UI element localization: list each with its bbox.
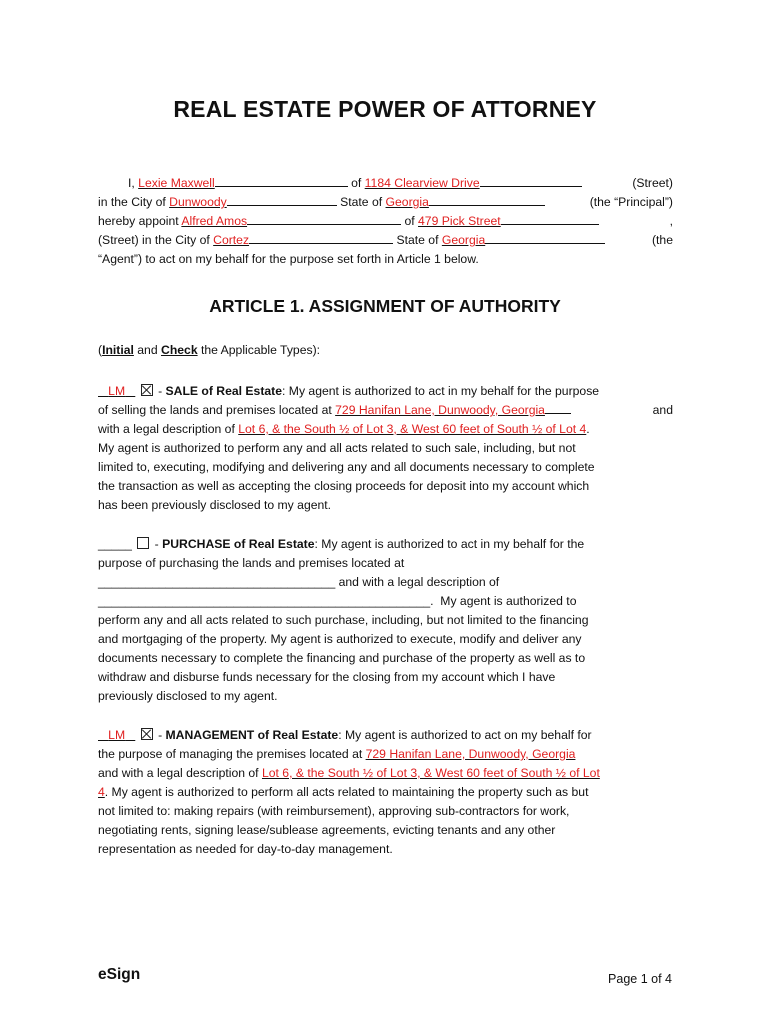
agent-city-field[interactable]: Cortez bbox=[213, 233, 250, 247]
purchase-checkbox[interactable] bbox=[137, 537, 149, 549]
sale-checkbox[interactable] bbox=[141, 384, 153, 396]
principal-label: (the “Principal”) bbox=[589, 195, 673, 209]
page-number: Page 1 of 4 bbox=[608, 972, 672, 986]
management-title: MANAGEMENT of Real Estate bbox=[165, 728, 339, 742]
document-title: REAL ESTATE POWER OF ATTORNEY bbox=[173, 96, 597, 122]
management-section: LM - MANAGEMENT of Real Estate: My agent is authorized to act on my behalf for the purpose of managing the premises located at 729 Hanifan Lane, Dunwoody, Georgia and with a legal description of Lot 6, & the South ½ of Lot 3, & West 60 feet of South ½ of Lot 4. My agent is authorized to perform all acts related to maintaining the property such as but not limited to: making repairs (with reimbursement), approving sub-contractors for work, negotiating rents, signing lease/sublease agreements, evicting tenants and any other representation as needed for day-to-day management. bbox=[98, 728, 600, 856]
agent-street-field[interactable]: 479 Pick Street bbox=[418, 214, 501, 228]
management-address-field[interactable]: 729 Hanifan Lane, Dunwoody, Georgia bbox=[365, 747, 576, 761]
purchase-legal-description-field[interactable]: _________________________________________________. bbox=[98, 594, 434, 608]
article-instruction: (Initial and Check the Applicable Types): bbox=[98, 343, 321, 357]
purchase-section: _____ - PURCHASE of Real Estate: My agent is authorized to act in my behalf for the purpose of purchasing the lands and premises located at ___________________________________ and with a legal description of _________________________________________________. My agent is authorized to perform any and all acts related to such purchase, including, but not limited to the financing and mortgaging of the property. My agent is authorized to execute, modify and deliver any documents necessary to complete the financing and purchase of the property as well as to withdraw and disburse funds necessary for the closing from my account which I have previously disclosed to my agent. bbox=[98, 537, 589, 703]
sale-initials-field[interactable]: LM bbox=[108, 384, 126, 398]
principal-state-field[interactable]: Georgia bbox=[385, 195, 429, 209]
principal-street-field[interactable]: 1184 Clearview Drive bbox=[364, 176, 480, 190]
sale-section: LM - SALE of Real Estate: My agent is authorized to act in my behalf for the purpose of selling the lands and premises located at 729 Hanifan Lane, Dunwoody, Georgia and with a legal description of Lot 6, & the South ½ of Lot 3, & West 60 feet of South ½ of Lot 4. My agent is authorized to perform any and all acts related to such sale, including, but not limited to, executing, modifying and delivering any and all documents necessary to complete the transaction as well as accepting the closing proceeds for deposit into my account which has been previously disclosed to my agent. bbox=[98, 384, 673, 512]
agent-state-field[interactable]: Georgia bbox=[441, 233, 486, 247]
agent-purpose-line: “Agent”) to act on my behalf for the purpose set forth in Article 1 below. bbox=[98, 252, 479, 266]
purchase-initials-field[interactable]: _____ bbox=[98, 537, 132, 551]
purchase-address-field[interactable]: ___________________________________ bbox=[98, 575, 336, 589]
principal-name-field[interactable]: Lexie Maxwell bbox=[138, 176, 215, 190]
sale-legal-description-field[interactable]: Lot 6, & the South ½ of Lot 3, & West 60 feet of South ½ of Lot 4 bbox=[238, 422, 587, 436]
intro-i: I, bbox=[128, 176, 135, 190]
purchase-title: PURCHASE of Real Estate bbox=[162, 537, 315, 551]
intro-paragraph: I, Lexie Maxwell of 1184 Clearview Drive (Street) in the City of Dunwoody State of Georgia (the “Principal”) hereby appoint Alfred Amos of 479 Pick Street , (Street) in the City of Cortez State of Georgia (the “Agent”) to act on my behalf for the purpose set forth in Article 1 below. bbox=[98, 174, 673, 269]
article-1-heading: ARTICLE 1. ASSIGNMENT OF AUTHORITY bbox=[209, 296, 561, 316]
esign-logo: eSign bbox=[98, 966, 141, 983]
agent-name-field[interactable]: Alfred Amos bbox=[181, 214, 248, 228]
management-legal-description-cont[interactable]: 4 bbox=[98, 785, 105, 799]
principal-city-field[interactable]: Dunwoody bbox=[169, 195, 227, 209]
sale-title: SALE of Real Estate bbox=[165, 384, 283, 398]
sale-address-field[interactable]: 729 Hanifan Lane, Dunwoody, Georgia bbox=[335, 403, 545, 417]
management-legal-description-field[interactable]: Lot 6, & the South ½ of Lot 3, & West 60 feet of South ½ of Lot bbox=[261, 766, 600, 780]
management-checkbox[interactable] bbox=[141, 728, 153, 740]
management-initials-field[interactable]: LM bbox=[108, 728, 126, 742]
street-label: (Street) bbox=[632, 176, 673, 190]
